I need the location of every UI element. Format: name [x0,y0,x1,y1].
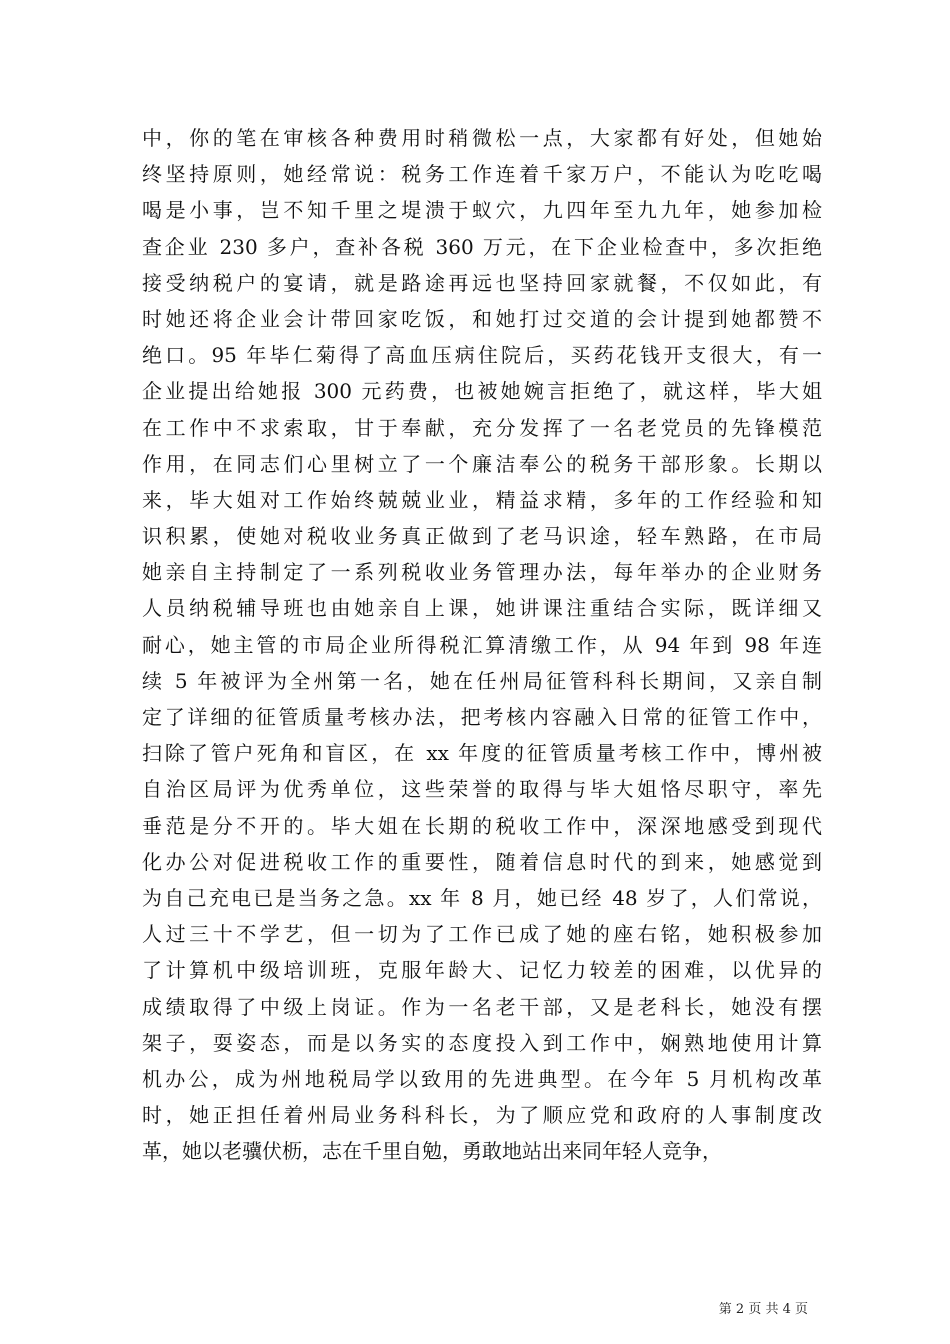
text-line: 人过三十不学艺，但一切为了工作已成了她的座右铭，她积极参加 [142,922,822,947]
text-line: 作用，在同志们心里树立了一个廉洁奉公的税务干部形象。长期以 [142,451,822,476]
text-line: 革，她以老骥伏枥，志在千里自勉，勇敢地站出来同年轻人竞争， [142,1139,722,1164]
text-line: 时她还将企业会计带回家吃饭，和她打过交道的会计提到她都赞不 [142,306,822,331]
text-line: 了计算机中级培训班，克服年龄大、记忆力较差的困难，以优异的 [142,958,822,983]
text-line: 垂范是分不开的。毕大姐在长期的税收工作中，深深地感受到现代 [142,813,822,838]
text-line: 扫除了管户死角和盲区，在 xx 年度的征管质量考核工作中，博州被 [142,741,822,766]
text-line: 查企业 230 多户，查补各税 360 万元，在下企业检查中，多次拒绝 [142,234,822,259]
text-line: 续 5 年被评为全州第一名，她在任州局征管科科长期间，又亲自制 [142,668,822,693]
text-line: 在工作中不求索取，甘于奉献，充分发挥了一名老党员的先锋模范 [142,415,822,440]
text-line: 定了详细的征管质量考核办法，把考核内容融入日常的征管工作中， [142,705,822,729]
text-line: 终坚持原则，她经常说：税务工作连着千家万户，不能认为吃吃喝 [142,162,822,187]
text-line: 时，她正担任着州局业务科科长，为了顺应党和政府的人事制度改 [142,1103,822,1128]
body-text [142,120,822,1169]
text-line: 绝口。95 年毕仁菊得了高血压病住院后，买药花钱开支很大，有一 [142,343,822,368]
page-number-footer: 第 2 页 共 4 页 [718,1302,808,1317]
text-line: 她亲自主持制定了一系列税收业务管理办法，每年举办的企业财务 [142,560,822,585]
text-line: 人员纳税辅导班也由她亲自上课，她讲课注重结合实际，既详细又 [142,596,822,621]
text-line: 喝是小事，岂不知千里之堤溃于蚁穴，九四年至九九年，她参加检 [142,198,822,223]
text-line: 来，毕大姐对工作始终兢兢业业，精益求精，多年的工作经验和知 [142,487,822,512]
text-line: 架子，耍姿态，而是以务实的态度投入到工作中，娴熟地使用计算 [142,1030,822,1055]
text-line: 为自己充电已是当务之急。xx 年 8 月，她已经 48 岁了，人们常说， [142,885,822,910]
text-line: 识积累，使她对税收业务真正做到了老马识途，轻车熟路，在市局 [142,524,822,549]
text-line: 中，你的笔在审核各种费用时稍微松一点，大家都有好处，但她始 [142,126,822,150]
text-line: 企业提出给她报 300 元药费，也被她婉言拒绝了，就这样，毕大姐 [142,379,822,404]
text-line: 成绩取得了中级上岗证。作为一名老干部，又是老科长，她没有摆 [142,994,822,1019]
text-line: 化办公对促进税收工作的重要性，随着信息时代的到来，她感觉到 [142,849,822,874]
text-line: 机办公，成为州地税局学以致用的先进典型。在今年 5 月机构改革 [142,1066,822,1091]
text-line: 自治区局评为优秀单位，这些荣誉的取得与毕大姐恪尽职守，率先 [142,777,822,802]
text-line: 接受纳税户的宴请，就是路途再远也坚持回家就餐，不仅如此，有 [142,270,822,295]
text-line: 耐心，她主管的市局企业所得税汇算清缴工作，从 94 年到 98 年连 [142,632,822,657]
